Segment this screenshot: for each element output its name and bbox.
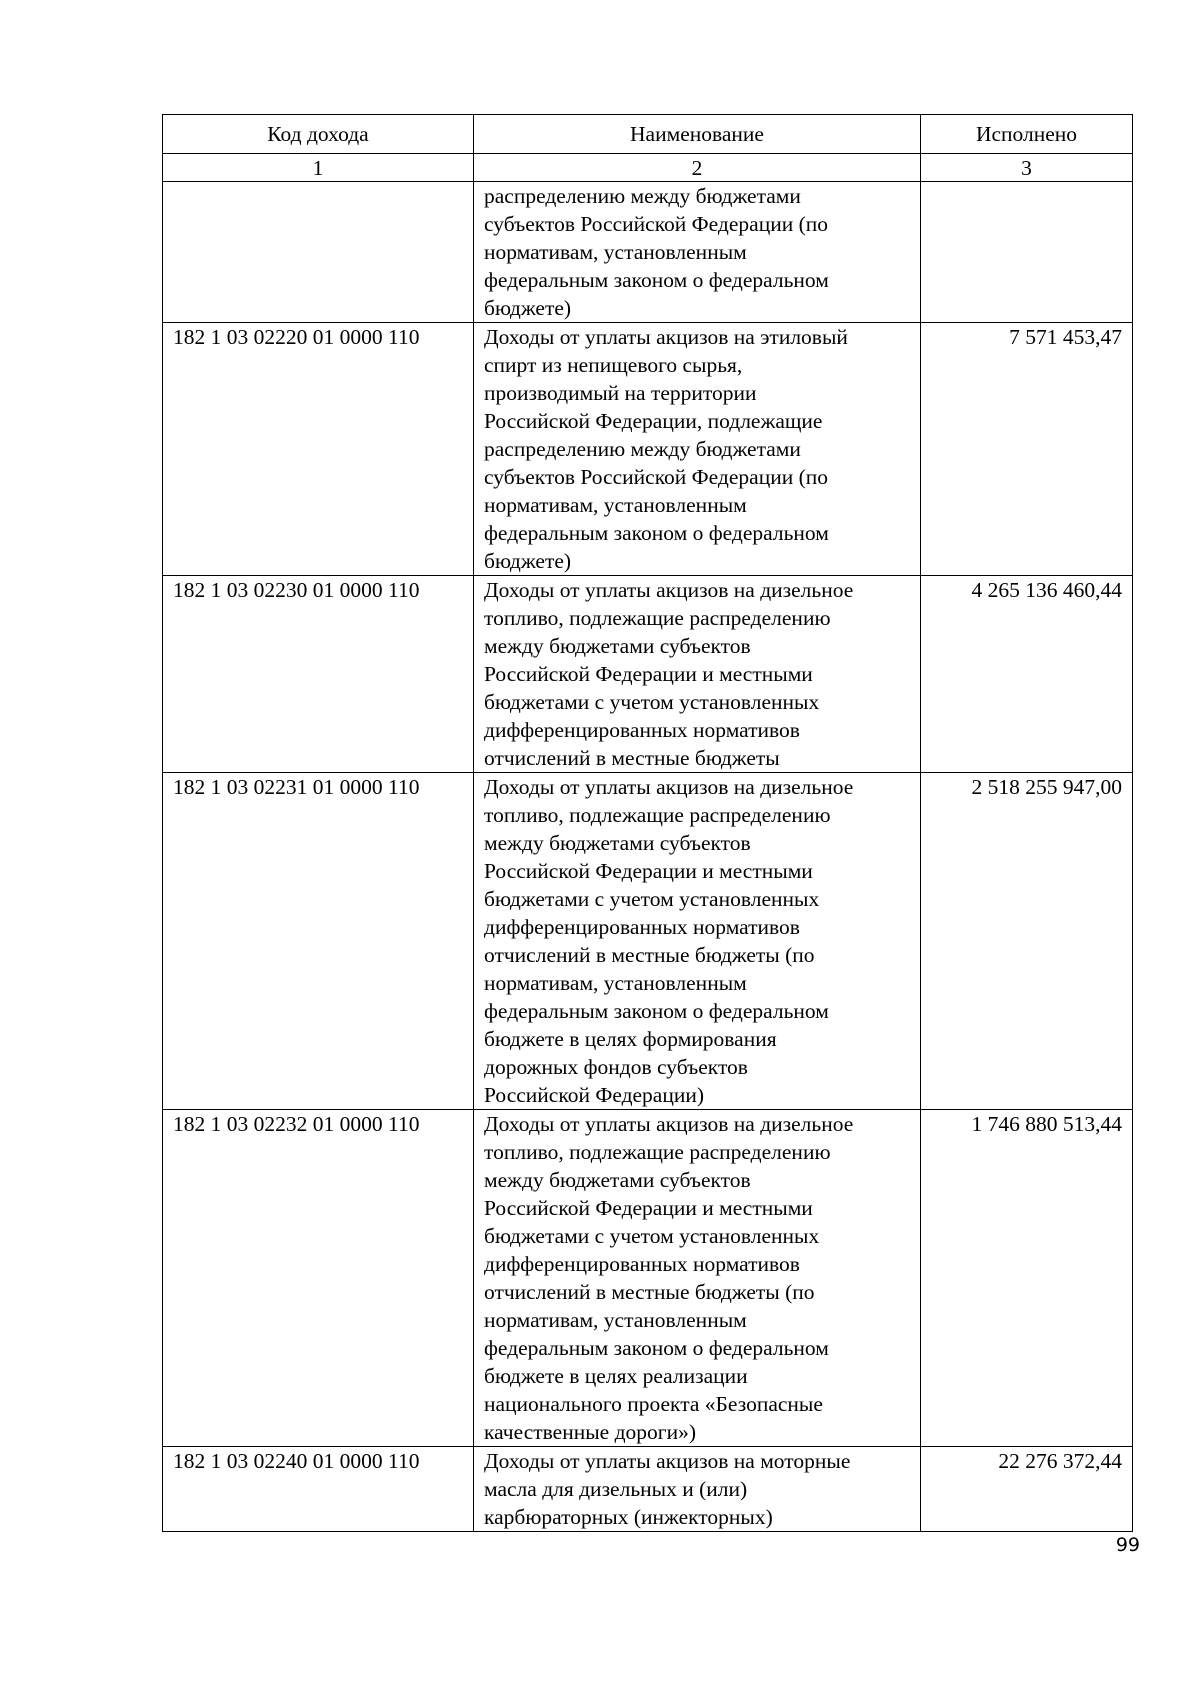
table-row <box>163 1110 1133 1447</box>
income-name-line: распределению между бюджетами <box>484 184 801 208</box>
income-name-line: между бюджетами субъектов <box>484 634 751 658</box>
income-name-line: масла для дизельных и (или) <box>484 1477 748 1501</box>
header-name: Наименование <box>474 115 921 154</box>
income-name-line: топливо, подлежащие распределению <box>484 803 831 827</box>
executed-amount-cell <box>921 182 1133 323</box>
income-name-line: Российской Федерации) <box>484 1083 705 1107</box>
executed-amount-cell: 4 265 136 460,44 <box>921 576 1133 773</box>
income-name-line: субъектов Российской Федерации (по <box>484 465 828 489</box>
table-row <box>163 1447 1133 1532</box>
income-name-line: Российской Федерации и местными <box>484 1196 813 1220</box>
income-name-line: Доходы от уплаты акцизов на моторные <box>484 1449 851 1473</box>
income-name-cell <box>474 1110 921 1447</box>
income-name-cell <box>474 1447 921 1532</box>
income-name-line: субъектов Российской Федерации (по <box>484 212 828 236</box>
income-name-line: распределению между бюджетами <box>484 437 801 461</box>
income-name-line: качественные дороги») <box>484 1420 696 1444</box>
column-number: 3 <box>921 154 1133 182</box>
income-code-cell <box>163 182 474 323</box>
income-name-line: дифференцированных нормативов <box>484 1252 800 1276</box>
income-name-line: Доходы от уплаты акцизов на дизельное <box>484 775 854 799</box>
income-name-line: дифференцированных нормативов <box>484 718 800 742</box>
table-row <box>163 576 1133 773</box>
income-name-line: нормативам, установленным <box>484 1308 747 1332</box>
table-row <box>163 182 1133 323</box>
income-name-line: топливо, подлежащие распределению <box>484 1140 831 1164</box>
income-name-line: бюджете) <box>484 549 572 573</box>
income-name-line: бюджете) <box>484 296 572 320</box>
header-executed: Исполнено <box>921 115 1133 154</box>
income-code-cell: 182 1 03 02240 01 0000 110 <box>163 1447 474 1532</box>
income-name-line: федеральным законом о федеральном <box>484 999 829 1023</box>
income-name-line: бюджетами с учетом установленных <box>484 887 820 911</box>
income-name-line: отчислений в местные бюджеты (по <box>484 943 815 967</box>
income-name-line: карбюраторных (инжекторных) <box>484 1505 773 1529</box>
income-name-line: бюджете в целях формирования <box>484 1027 777 1051</box>
income-code-cell: 182 1 03 02230 01 0000 110 <box>163 576 474 773</box>
income-name-line: бюджетами с учетом установленных <box>484 690 820 714</box>
table-row <box>163 323 1133 576</box>
income-name-line: Доходы от уплаты акцизов на дизельное <box>484 578 854 602</box>
table-body <box>163 182 1133 1532</box>
income-name-line: Российской Федерации и местными <box>484 859 813 883</box>
income-name-line: Российской Федерации, подлежащие <box>484 409 823 433</box>
column-number: 2 <box>474 154 921 182</box>
column-number: 1 <box>163 154 474 182</box>
income-code-cell: 182 1 03 02220 01 0000 110 <box>163 323 474 576</box>
income-name-line: топливо, подлежащие распределению <box>484 606 831 630</box>
column-number-row <box>163 154 1133 182</box>
header-income-code: Код дохода <box>163 115 474 154</box>
income-name-line: между бюджетами субъектов <box>484 831 751 855</box>
income-name-line: бюджете в целях реализации <box>484 1364 748 1388</box>
table-row <box>163 773 1133 1110</box>
income-name-line: Российской Федерации и местными <box>484 662 813 686</box>
revenue-table <box>162 114 1133 1532</box>
income-name-line: федеральным законом о федеральном <box>484 268 829 292</box>
income-name-line: Доходы от уплаты акцизов на этиловый <box>484 325 848 349</box>
header-row <box>163 115 1133 154</box>
income-name-line: нормативам, установленным <box>484 240 747 264</box>
income-code-cell: 182 1 03 02232 01 0000 110 <box>163 1110 474 1447</box>
income-name-line: национального проекта «Безопасные <box>484 1392 823 1416</box>
income-name-line: между бюджетами субъектов <box>484 1168 751 1192</box>
income-name-line: нормативам, установленным <box>484 971 747 995</box>
income-name-cell <box>474 182 921 323</box>
income-name-line: производимый на территории <box>484 381 757 405</box>
executed-amount-cell: 2 518 255 947,00 <box>921 773 1133 1110</box>
income-name-line: дифференцированных нормативов <box>484 915 800 939</box>
page-number: 99 <box>1115 1534 1140 1556</box>
income-name-line: федеральным законом о федеральном <box>484 1336 829 1360</box>
executed-amount-cell: 22 276 372,44 <box>921 1447 1133 1532</box>
income-name-line: нормативам, установленным <box>484 493 747 517</box>
income-name-cell <box>474 773 921 1110</box>
income-code-cell: 182 1 03 02231 01 0000 110 <box>163 773 474 1110</box>
income-name-line: федеральным законом о федеральном <box>484 521 829 545</box>
income-name-line: отчислений в местные бюджеты <box>484 746 780 770</box>
executed-amount-cell: 7 571 453,47 <box>921 323 1133 576</box>
income-name-cell <box>474 323 921 576</box>
executed-amount-cell: 1 746 880 513,44 <box>921 1110 1133 1447</box>
income-name-line: бюджетами с учетом установленных <box>484 1224 820 1248</box>
income-name-line: дорожных фондов субъектов <box>484 1055 748 1079</box>
income-name-cell <box>474 576 921 773</box>
income-name-line: Доходы от уплаты акцизов на дизельное <box>484 1112 854 1136</box>
income-name-line: спирт из непищевого сырья, <box>484 353 743 377</box>
income-name-line: отчислений в местные бюджеты (по <box>484 1280 815 1304</box>
